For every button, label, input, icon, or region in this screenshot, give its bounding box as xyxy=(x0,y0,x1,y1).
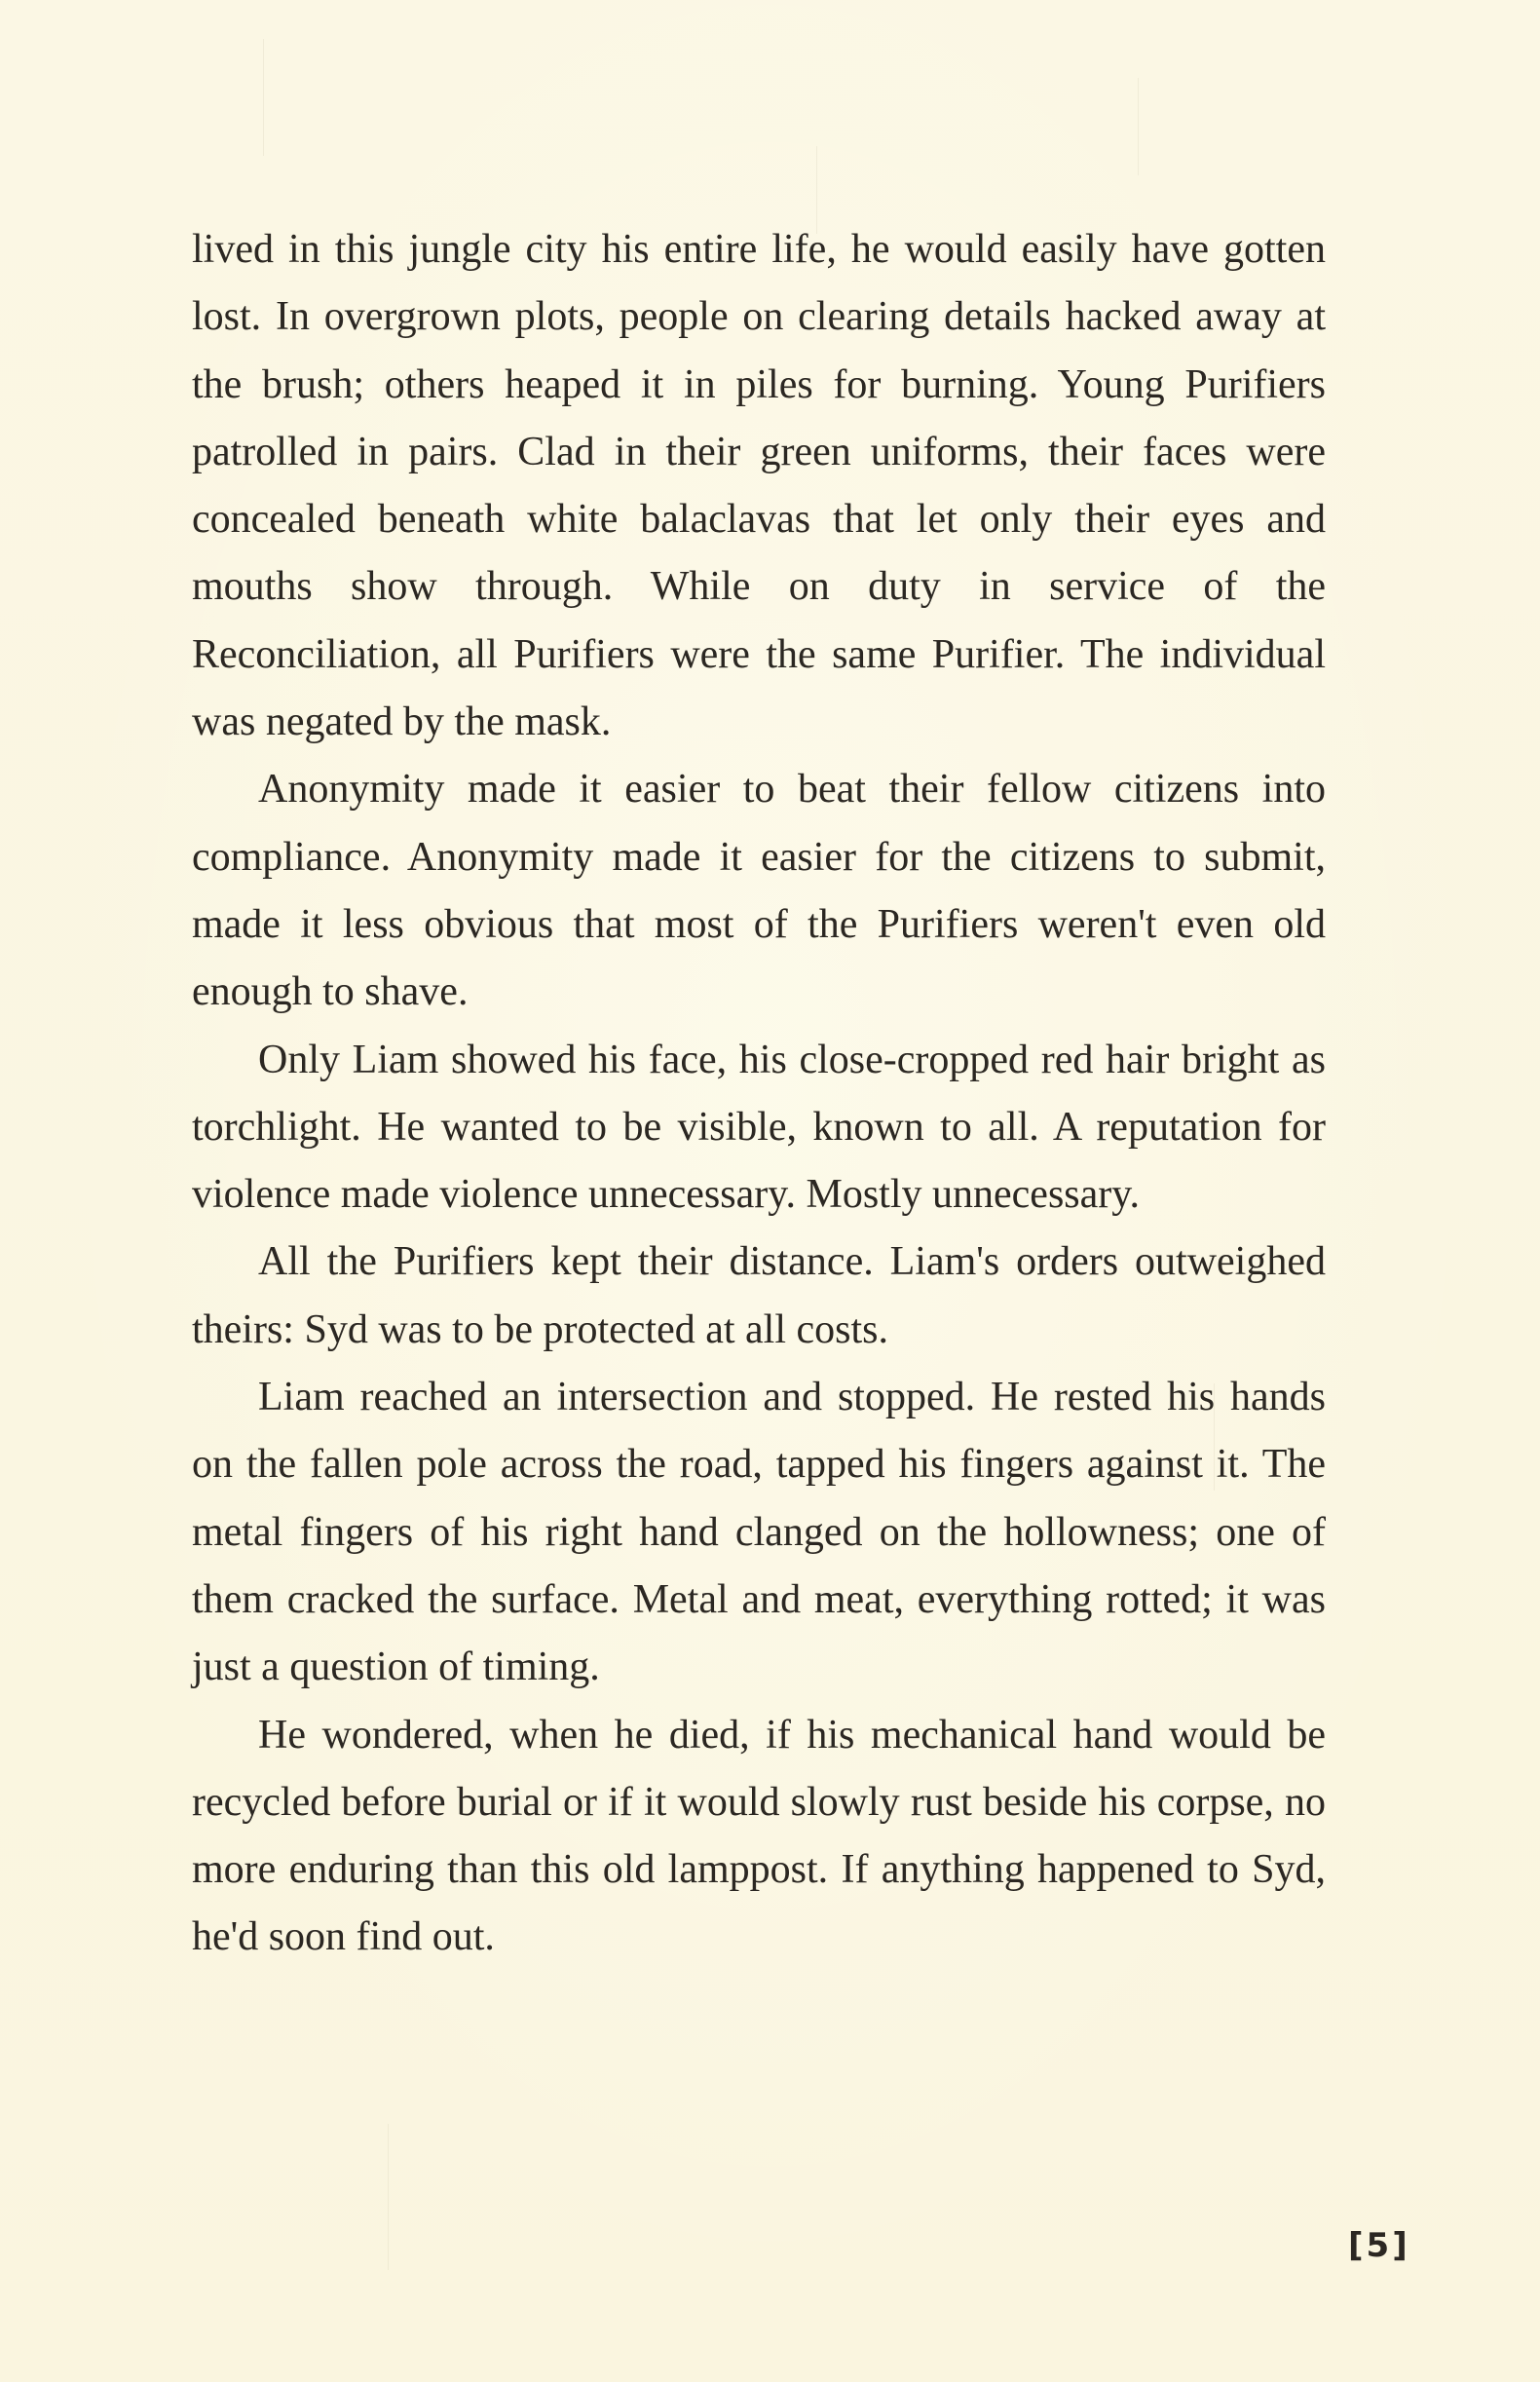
paragraph: Liam reached an intersection and stopped. He rested his hands on the fallen pole across the road, tapped his fingers against it. The metal fingers of his right hand clanged on the hollowness; one of them cracked the surface. Metal and meat, everything rotted; it was just a question of timing. xyxy=(192,1375,1326,1690)
paper-crease xyxy=(1138,78,1139,175)
paragraph: Anonymity made it easier to beat their fellow citizens into compliance. Anonymity made it easier for the citizens to submit, made it less obvious that most of the Purifiers weren't even old enough to shave. xyxy=(192,767,1326,1015)
body-text xyxy=(192,216,1326,1972)
paragraph: Only Liam showed his face, his close-cropped red hair bright as torchlight. He wanted to be visible, known to all. A reputation for violence made violence unnecessary. Mostly unnecessary. xyxy=(192,1037,1326,1218)
paragraph: All the Purifiers kept their distance. Liam's orders outweighed theirs: Syd was to be protected at all costs. xyxy=(192,1239,1326,1352)
paragraph: He wondered, when he died, if his mechanical hand would be recycled before burial or if it would slowly rust beside his corpse, no more enduring than this old lamppost. If anything happened to Syd, he'd soon find out. xyxy=(192,1712,1326,1960)
paragraph: lived in this jungle city his entire life, he would easily have gotten lost. In overgrown plots, people on clearing details hacked away at the brush; others heaped it in piles for burning. Young Purifiers patrolled in pairs. Clad in their green uniforms, their faces were concealed beneath white balaclavas that let only their eyes and mouths show through. While on duty in service of the Reconciliation, all Purifiers were the same Purifier. The individual was negated by the mask. xyxy=(192,227,1326,745)
paper-crease xyxy=(388,2124,389,2270)
paper-crease xyxy=(263,39,264,156)
page-number: [5] xyxy=(1348,2226,1410,2265)
